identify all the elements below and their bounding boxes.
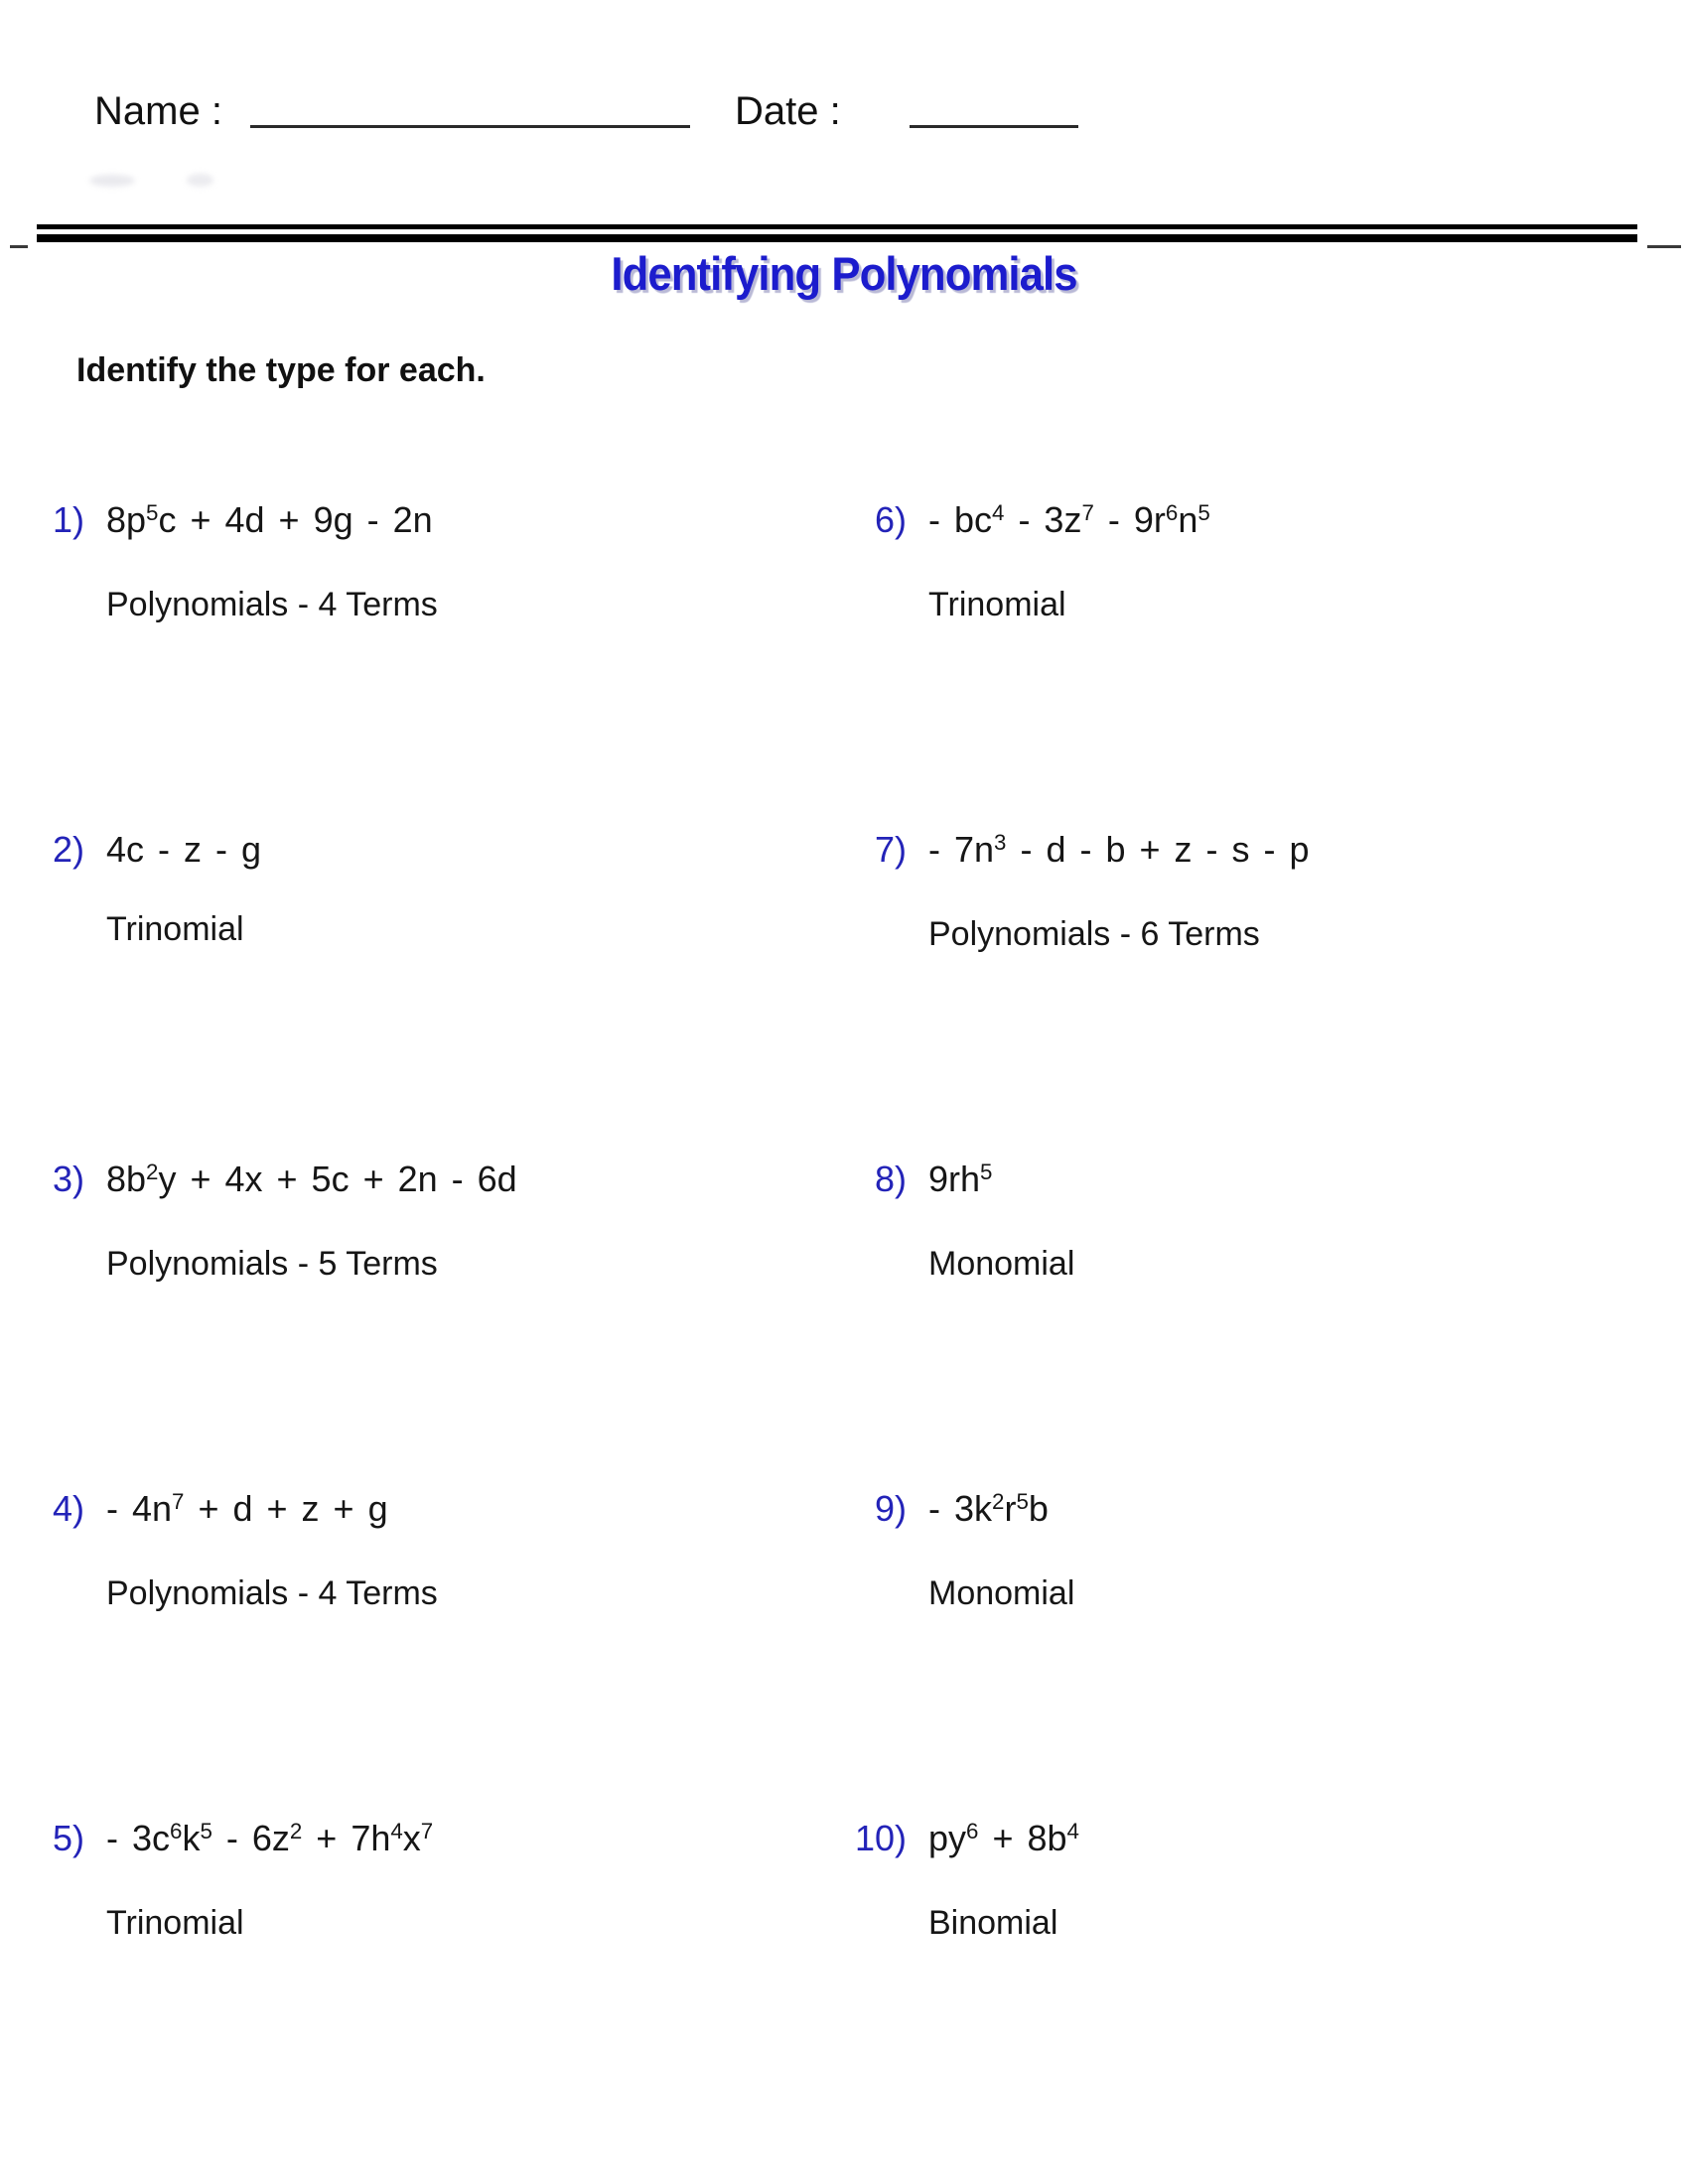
problem-answer: Polynomials - 6 Terms — [928, 915, 1260, 953]
name-label: Name : — [94, 89, 222, 133]
page-title: Identifying Polynomials — [611, 247, 1077, 300]
problem-9 — [852, 1473, 1607, 1613]
problem-answer: Monomial — [928, 1245, 1075, 1283]
scan-artifact — [187, 174, 213, 187]
problem-answer: Trinomial — [106, 1904, 244, 1942]
exponent: 6 — [1165, 499, 1179, 525]
exponent: 5 — [980, 1159, 993, 1184]
problem-3 — [30, 1144, 784, 1284]
problem-number: 1) — [52, 499, 84, 540]
right-edge-dash — [1647, 245, 1681, 248]
problem-number: 2) — [52, 829, 84, 870]
problem-number: 5) — [52, 1818, 84, 1858]
instruction-text: Identify the type for each. — [76, 351, 486, 389]
problem-6 — [852, 484, 1607, 624]
problem-2 — [30, 814, 784, 949]
problem-number: 9) — [874, 1488, 907, 1529]
polynomial-expression: $py^6 + 8b^4$ — [928, 1818, 1079, 1858]
date-blank-line — [910, 125, 1078, 128]
scan-artifact — [89, 175, 135, 187]
problem-number: 3) — [52, 1159, 84, 1199]
problem-number: 7) — [874, 829, 907, 870]
polynomial-expression: $9rh^5$ — [928, 1159, 993, 1199]
exponent: 5 — [1197, 499, 1210, 525]
date-label: Date : — [735, 89, 841, 133]
problem-8 — [852, 1144, 1607, 1284]
polynomial-expression: $8b^2y + 4x + 5c + 2n - 6d$ — [106, 1159, 517, 1199]
exponent: 4 — [1066, 1818, 1079, 1843]
problem-number: 4) — [52, 1488, 84, 1529]
problem-answer: Trinomial — [106, 910, 244, 948]
polynomial-expression: - $bc^4 - 3z^7 - 9r^6n^5$ — [928, 499, 1210, 540]
exponent: 5 — [200, 1818, 212, 1843]
polynomial-expression: - $7n^3 - d - b + z - s - p$ — [928, 829, 1310, 870]
problem-1 — [30, 484, 784, 624]
exponent: 6 — [966, 1818, 979, 1843]
problem-answer: Polynomials - 4 Terms — [106, 1574, 438, 1612]
exponent: 7 — [172, 1488, 185, 1514]
exponent: 3 — [994, 829, 1007, 855]
exponent: 2 — [992, 1488, 1005, 1514]
exponent: 7 — [420, 1818, 434, 1843]
problem-answer: Polynomials - 5 Terms — [106, 1245, 438, 1283]
problem-4 — [30, 1473, 784, 1613]
exponent: 5 — [1016, 1488, 1029, 1514]
exponent: 2 — [289, 1818, 303, 1843]
exponent: 6 — [170, 1818, 183, 1843]
exponent: 2 — [146, 1159, 159, 1184]
problem-answer: Monomial — [928, 1574, 1075, 1612]
problem-number: 6) — [874, 499, 907, 540]
exponent: 4 — [992, 499, 1005, 525]
problem-5 — [30, 1803, 784, 1943]
problem-number: 10) — [854, 1818, 907, 1858]
problem-answer: Polynomials - 4 Terms — [106, 586, 438, 623]
problem-10 — [852, 1803, 1607, 1943]
polynomial-expression: 4c - z - g — [106, 829, 262, 870]
exponent: 4 — [390, 1818, 403, 1843]
exponent: 7 — [1081, 499, 1094, 525]
left-edge-dash — [10, 245, 28, 248]
problem-7 — [852, 814, 1607, 954]
double-rule-divider — [37, 224, 1637, 242]
polynomial-expression: - $4n^7 + d + z + g$ — [106, 1488, 388, 1529]
polynomial-expression: $8p^5c + 4d + 9g - 2n$ — [106, 499, 433, 540]
polynomial-expression: - $3k^2r^5b$ — [928, 1488, 1049, 1529]
polynomial-expression: - $3c^6k^5 - 6z^2 + 7h^4x^7$ — [106, 1818, 434, 1858]
exponent: 5 — [146, 499, 159, 525]
problem-answer: Trinomial — [928, 586, 1066, 623]
problem-answer: Binomial — [928, 1904, 1058, 1942]
name-blank-line — [250, 125, 690, 128]
problem-number: 8) — [874, 1159, 907, 1199]
